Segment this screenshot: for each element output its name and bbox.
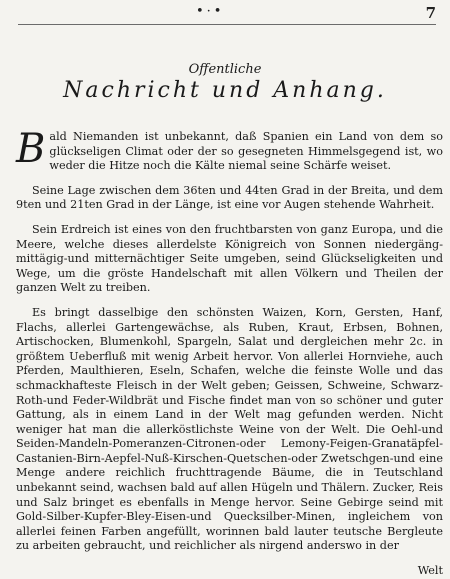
body-text: [16, 126, 443, 579]
paragraph-1: [16, 126, 443, 174]
catchword: Welt: [417, 564, 443, 578]
heading-title: Nachricht und Anhang.: [63, 78, 387, 103]
paragraph-3: Sein Erdreich ist eines von den fruchtbarsten von ganz Europa, und die Meere, welche dieses allerdelste Königreich von Sonnen niedergäng-mittägig-und mitternächtiger Seite umgeben, seind Glückseligkeiten und Wege, um die gröste Handelschaft mit allen Völkern und Theilen der ganzen Welt zu treiben.: [16, 222, 443, 295]
page-number: 7: [425, 4, 436, 22]
paragraph-4: Es bringt dasselbige den schönsten Waizen, Korn, Gersten, Hanf, Flachs, allerlei Gartengewächse, als Ruben, Kraut, Erbsen, Bohnen, Artischocken, Blumenkohl, Spargeln, Salat und dergleichen mehr 2c. in größtem Ueberfluß mit wenig Arbeit hervor. Von allerlei Hornviehe, auch Pferden, Maulthieren, Eseln, Schafen, welche die feinste Wolle und das schmackhafteste Fleisch in der Welt geben; Geissen, Schweine, Schwarz-Roth-und Feder-Wildbrät und Fische findet man von so schöner und guter Gattung, als in einem Land in der Welt mag gefunden werden. Nicht weniger hat man die allerköstlichste Weine von der Welt. Die Oehl-und Seiden-Mandeln-Pomeranzen-Citronen-oder Lemony-Feigen-Granatäpfel-Castanien-Birn-Aepfel-Nuß-Kirschen-Quetschen-oder Zwetschgen-und eine Menge andere reichlich fruchttragende Bäume, die in Teutschland unbekannt seind, wachsen bald auf allen Hügeln und Thälern. Zucker, Reis und Salz bringet es ebenfalls in Menge hervor. Seine Gebirge seind mit Gold-Silber-Kupfer-Bley-Eisen-und Quecksilber-Minen, ingleichem von allerlei feinen Farben angefüllt, worinnen bald lauter teutsche Bergleute zu arbeiten gebraucht, und reichlicher als nirgend anderswo in der: [16, 305, 443, 553]
header-ornament: •·•: [196, 4, 225, 19]
drop-cap: B: [16, 126, 46, 172]
header-rule: [18, 24, 436, 25]
paragraph-1-text: ald Niemanden ist unbekannt, daß Spanien ein Land von dem so glückseligen Climat oder der so gesegneten Himmelsgegend ist, wo weder die Hitze noch die Kälte niemal seine Schärfe weiset.: [49, 130, 443, 173]
heading-subtitle: Offentliche: [188, 62, 262, 77]
paragraph-2: Seine Lage zwischen dem 36ten und 44ten Grad in der Breita, und dem 9ten und 21ten Grad in der Länge, ist eine vor Augen stehende Wahrheit.: [16, 183, 443, 212]
